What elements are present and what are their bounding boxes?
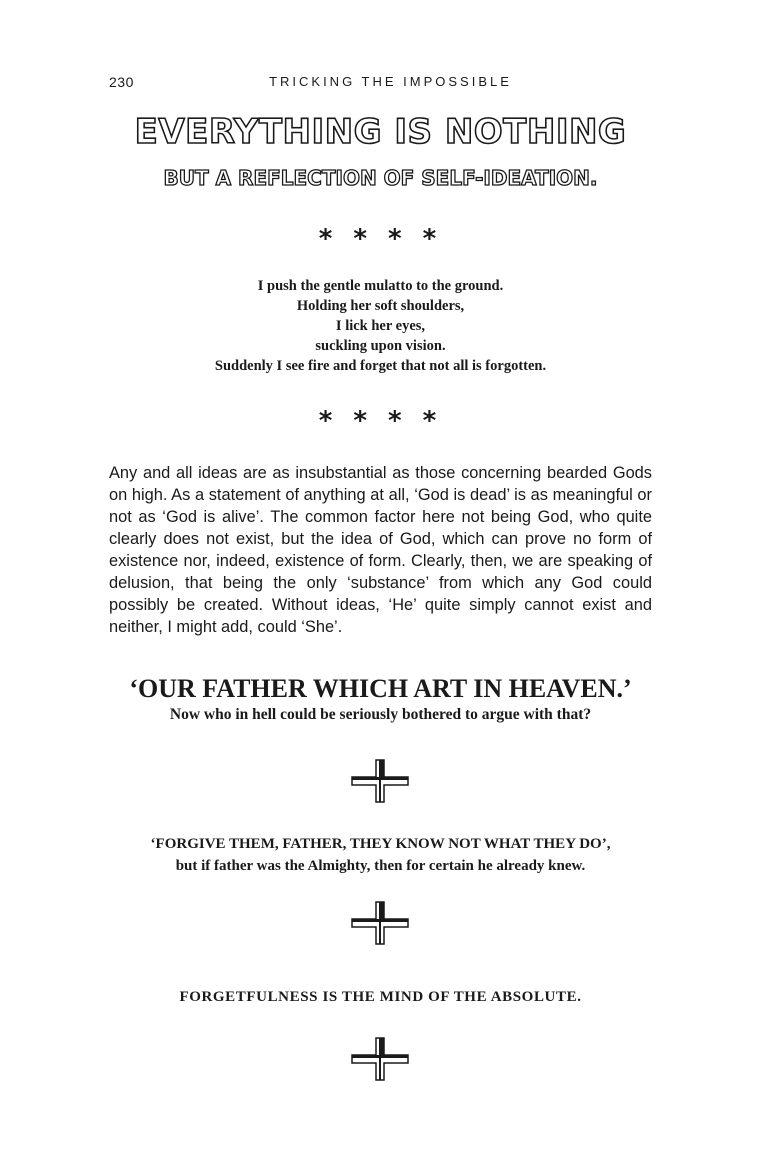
separator-stars: * * * * [318, 406, 443, 436]
cross-icon [350, 900, 410, 946]
cross-icon [350, 758, 410, 804]
poem-line: Holding her soft shoulders, [296, 298, 465, 314]
body-paragraph: Any and all ideas are as insubstantial as those concerning bearded Gods on high. As a statement of anything at all, ‘God is dead’ is as meaningful or not as ‘God is alive’. The common factor here not being God, who quite clearly does not exist, but the idea of God, which can prove no form of existence nor, indeed, existence of form. Clearly, then, we are speaking of delusion, that being the only ‘substance’ from which any God could possibly be created. Without ideas, ‘He’ quite simply cannot exist and neither, I might add, could ‘She’. [109, 464, 652, 636]
separator-stars: * * * * [318, 224, 443, 254]
page-number: 230 [109, 74, 134, 90]
poem-line: Suddenly I see fire and forget that not all is forgotten. [214, 358, 547, 374]
forgetfulness-line: FORGETFULNESS IS THE MIND OF THE ABSOLUTE. [179, 989, 582, 1005]
poem-line: I push the gentle mulatto to the ground. [257, 278, 504, 294]
outline-title: EVERYTHING IS NOTHING [134, 112, 627, 152]
quote-heading: ‘OUR FATHER WHICH ART IN HEAVEN.’ [129, 674, 632, 703]
forgive-comment: but if father was the Almighty, then for certain he already knew. [175, 858, 586, 874]
running-head-text: TRICKING THE IMPOSSIBLE [269, 74, 512, 89]
poem [0, 276, 761, 376]
outline-subtitle: BUT A REFLECTION OF SELF-IDEATION. [163, 166, 598, 190]
poem-line: I lick her eyes, [335, 318, 426, 334]
cross-icon [350, 1036, 410, 1082]
poem-line: suckling upon vision. [315, 338, 446, 354]
forgive-quote: ‘FORGIVE THEM, FATHER, THEY KNOW NOT WHAT THEY DO’, [150, 836, 611, 852]
running-head [0, 74, 761, 89]
quote-subline: Now who in hell could be seriously bothered to argue with that? [169, 706, 592, 723]
